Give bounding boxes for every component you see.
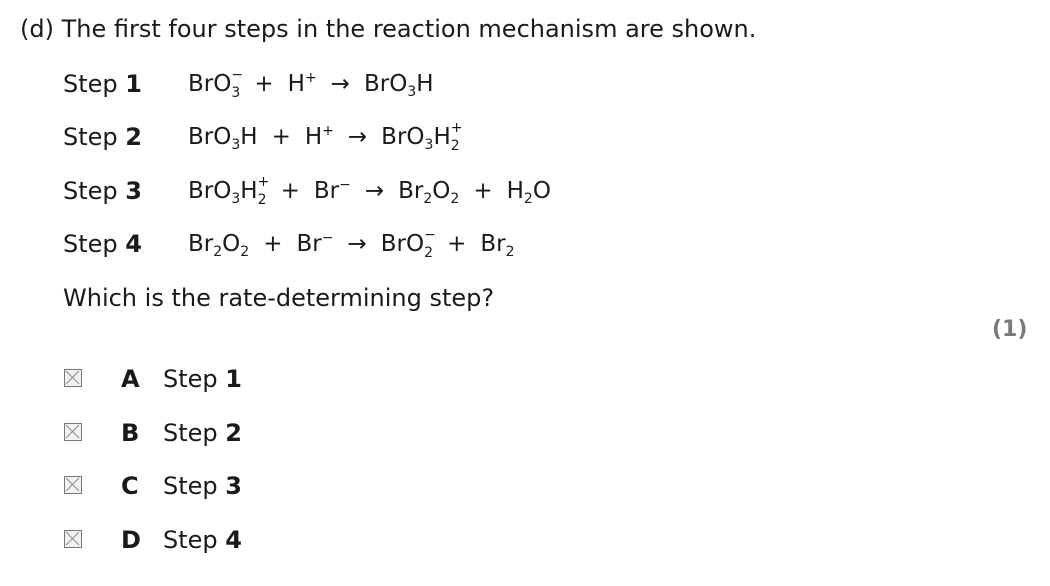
- eq-br: Br: [188, 178, 214, 204]
- cross-box-icon: [65, 370, 80, 385]
- eq-sup-plus: +: [450, 120, 463, 136]
- step-4-label: [63, 229, 142, 259]
- step-word: Step: [63, 123, 118, 151]
- step-1-label: [63, 69, 142, 99]
- eq-h: H: [506, 178, 524, 204]
- eq-h: H: [433, 124, 451, 150]
- eq-h: H: [304, 124, 323, 150]
- step-word: Step: [63, 230, 118, 258]
- eq-charge-stack: [231, 67, 244, 101]
- eq-br: Br: [313, 178, 340, 204]
- option-word: Step: [163, 365, 218, 393]
- eq-charge-stack: [424, 227, 436, 261]
- option-d-checkbox[interactable]: [64, 530, 82, 548]
- eq-o: O: [432, 178, 451, 204]
- option-b-checkbox[interactable]: [64, 423, 82, 441]
- eq-br: Br: [296, 231, 322, 257]
- eq-br: Br: [380, 231, 406, 257]
- option-c-text: [163, 471, 242, 501]
- eq-plus: +: [280, 178, 300, 204]
- eq-br: Br: [381, 124, 407, 150]
- option-number: 4: [225, 526, 242, 554]
- step-word: Step: [63, 70, 118, 98]
- eq-sub-3: 3: [231, 85, 241, 101]
- eq-charge-stack: [257, 174, 270, 208]
- option-number: 3: [225, 472, 242, 500]
- step-number: 4: [125, 230, 142, 258]
- eq-h: H: [240, 124, 258, 150]
- eq-sub-2: 2: [523, 191, 533, 207]
- eq-plus: +: [473, 178, 493, 204]
- step-3-label: [63, 176, 142, 206]
- option-word: Step: [163, 419, 218, 447]
- eq-o: O: [213, 124, 232, 150]
- eq-arrow: →: [330, 71, 350, 97]
- step-4-equation: [188, 229, 515, 259]
- option-a-text: [163, 364, 242, 394]
- eq-br: Br: [188, 124, 214, 150]
- eq-sup-plus: +: [322, 123, 334, 139]
- option-word: Step: [163, 526, 218, 554]
- eq-br: Br: [363, 71, 390, 97]
- eq-br: Br: [480, 231, 506, 257]
- eq-h: H: [287, 71, 305, 97]
- eq-br: Br: [398, 178, 424, 204]
- question-stem-text: The first four steps in the reaction mechanism are shown.: [61, 15, 757, 43]
- step-3-equation: [188, 176, 551, 206]
- cross-box-icon: [65, 477, 80, 492]
- eq-sub-2: 2: [450, 138, 460, 154]
- eq-o: O: [213, 71, 232, 97]
- eq-h: H: [240, 178, 258, 204]
- option-a-checkbox[interactable]: [64, 369, 82, 387]
- eq-sub-2: 2: [424, 245, 434, 261]
- eq-plus: +: [447, 231, 467, 257]
- step-number: 3: [125, 177, 142, 205]
- option-a-letter: A: [121, 365, 140, 393]
- eq-sup-minus: −: [231, 67, 244, 83]
- eq-charge-stack: [450, 120, 463, 154]
- eq-sup-plus: +: [257, 174, 270, 190]
- cross-box-icon: [65, 424, 80, 439]
- step-1-equation: [188, 69, 434, 99]
- question-stem: [20, 14, 756, 44]
- eq-sub-2: 2: [423, 191, 433, 207]
- eq-sup-minus: −: [424, 227, 436, 243]
- option-d-letter: D: [121, 526, 141, 554]
- marks-indicator: (1): [992, 317, 1028, 342]
- step-number: 2: [125, 123, 142, 151]
- eq-o: O: [222, 231, 241, 257]
- eq-o: O: [532, 178, 551, 204]
- eq-arrow: →: [347, 124, 368, 150]
- eq-sub-2: 2: [213, 244, 223, 260]
- eq-plus: +: [271, 124, 291, 150]
- option-number: 2: [225, 419, 242, 447]
- eq-sub-2: 2: [240, 244, 250, 260]
- eq-sup-minus: −: [339, 177, 351, 193]
- option-b-text: [163, 418, 242, 448]
- eq-sub-3: 3: [231, 191, 241, 207]
- eq-sub-3: 3: [407, 84, 417, 100]
- eq-o: O: [406, 124, 425, 150]
- eq-arrow: →: [347, 231, 367, 257]
- eq-h: H: [416, 71, 434, 97]
- option-number: 1: [225, 365, 242, 393]
- eq-o: O: [213, 178, 232, 204]
- eq-sub-3: 3: [231, 137, 241, 153]
- eq-sup-plus: +: [304, 70, 317, 86]
- option-c-checkbox[interactable]: [64, 476, 82, 494]
- cross-box-icon: [65, 531, 80, 546]
- option-c-letter: C: [121, 472, 139, 500]
- option-word: Step: [163, 472, 218, 500]
- eq-arrow: →: [364, 178, 385, 204]
- question-part-label: (d): [20, 15, 54, 43]
- eq-plus: +: [263, 231, 283, 257]
- eq-sub-2: 2: [505, 244, 515, 260]
- question-prompt: Which is the rate-determining step?: [63, 284, 495, 312]
- step-2-equation: [188, 120, 463, 154]
- eq-o: O: [406, 231, 425, 257]
- step-number: 1: [125, 70, 142, 98]
- eq-sub-2: 2: [257, 192, 267, 208]
- eq-o: O: [389, 71, 408, 97]
- option-d-text: [163, 525, 242, 555]
- step-2-label: [63, 122, 142, 152]
- eq-br: Br: [188, 71, 214, 97]
- option-b-letter: B: [121, 419, 140, 447]
- eq-sub-2: 2: [450, 191, 460, 207]
- eq-sub-3: 3: [424, 137, 434, 153]
- eq-plus: +: [254, 71, 274, 97]
- eq-br: Br: [188, 231, 214, 257]
- eq-sup-minus: −: [321, 230, 334, 246]
- step-word: Step: [63, 177, 118, 205]
